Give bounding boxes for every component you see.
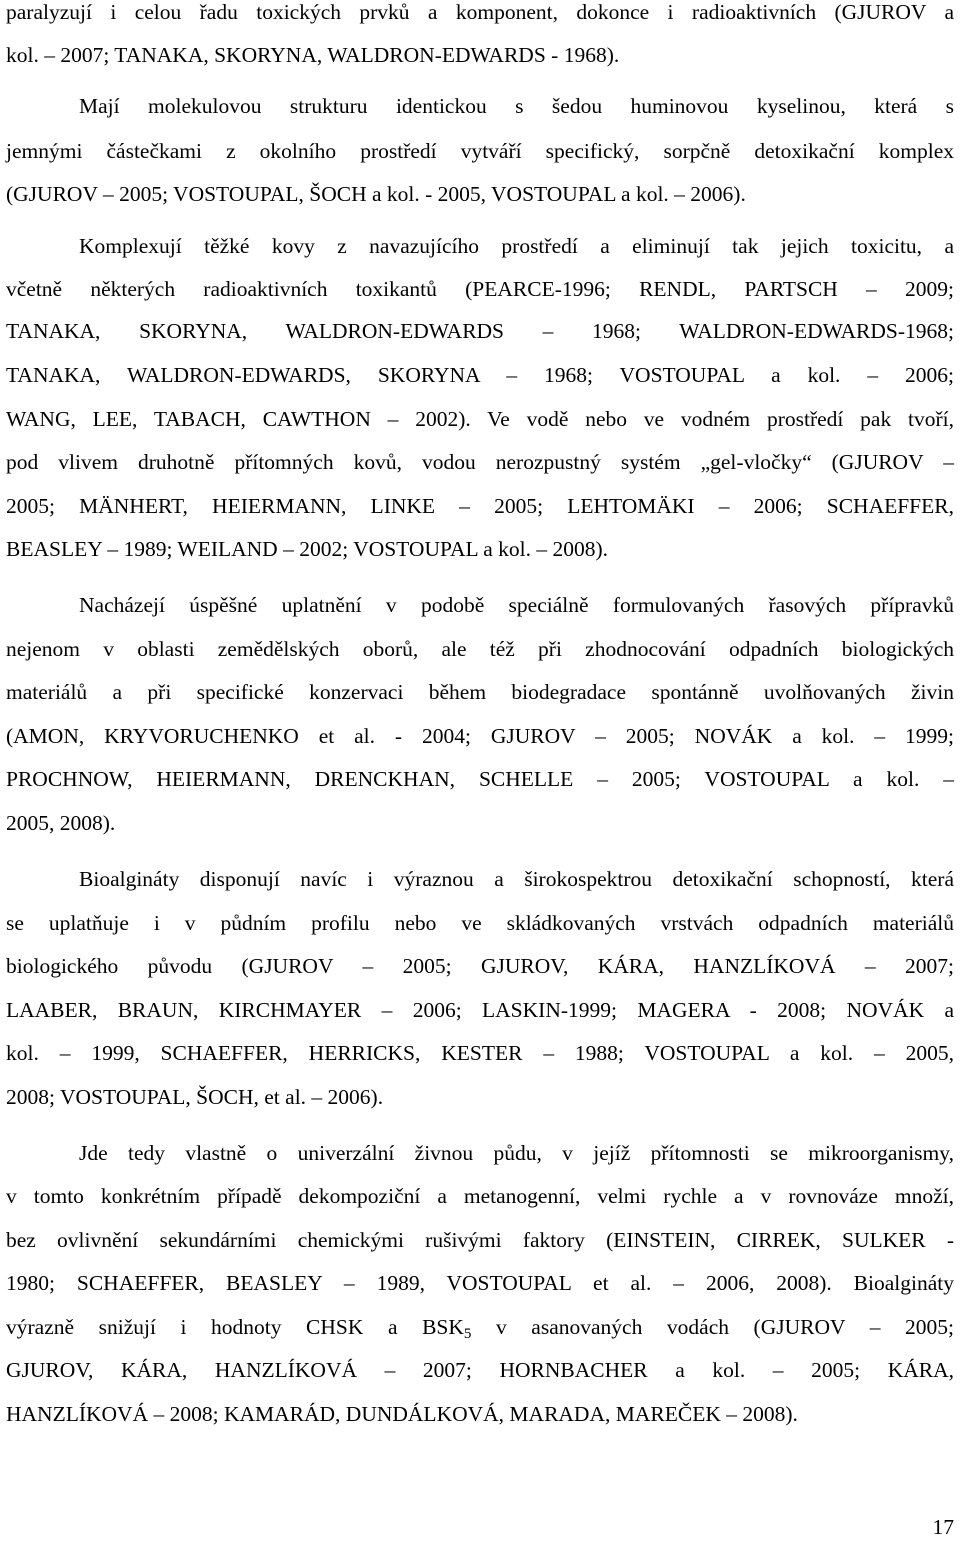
text-line: TANAKA, WALDRON-EDWARDS, SKORYNA – 1968; VOSTOUPAL a kol. – 2006;: [6, 363, 954, 387]
text-line: BEASLEY – 1989; WEILAND – 2002; VOSTOUPAL a kol. – 2008).: [6, 537, 608, 561]
text-line: WANG, LEE, TABACH, CAWTHON – 2002). Ve vodě nebo ve vodném prostředí pak tvoří,: [6, 407, 954, 431]
text-line: nejenom v oblasti zemědělských oborů, ale též při zhodnocování odpadních biologických: [6, 637, 954, 661]
text-segment: v asanovaných vodách (GJUROV – 2005;: [471, 1315, 954, 1339]
text-line: kol. – 1999, SCHAEFFER, HERRICKS, KESTER – 1988; VOSTOUPAL a kol. – 2005,: [6, 1041, 954, 1065]
text-line: biologického původu (GJUROV – 2005; GJUROV, KÁRA, HANZLÍKOVÁ – 2007;: [6, 954, 954, 978]
text-line: v tomto konkrétním případě dekompoziční a metanogenní, velmi rychle a v rovnováze množí,: [6, 1184, 954, 1208]
text-line: HANZLÍKOVÁ – 2008; KAMARÁD, DUNDÁLKOVÁ, MARADA, MAREČEK – 2008).: [6, 1402, 798, 1426]
text-line: se uplatňuje i v půdním profilu nebo ve skládkovaných vrstvách odpadních materiálů: [6, 911, 954, 935]
text-line: kol. – 2007; TANAKA, SKORYNA, WALDRON-EDWARDS - 1968).: [6, 43, 620, 67]
text-line: (GJUROV – 2005; VOSTOUPAL, ŠOCH a kol. - 2005, VOSTOUPAL a kol. – 2006).: [6, 182, 746, 206]
text-line: 2005; MÄNHERT, HEIERMANN, LINKE – 2005; LEHTOMÄKI – 2006; SCHAEFFER,: [6, 494, 954, 518]
text-line: Mají molekulovou strukturu identickou s šedou huminovou kyselinou, která s: [79, 94, 954, 118]
text-line: 2008; VOSTOUPAL, ŠOCH, et al. – 2006).: [6, 1085, 384, 1109]
text-line: TANAKA, SKORYNA, WALDRON-EDWARDS – 1968; WALDRON-EDWARDS-1968;: [6, 319, 954, 343]
text-line-bsk: [6, 1312, 954, 1342]
text-line: pod vlivem druhotně přítomných kovů, vodou nerozpustný systém „gel-vločky“ (GJUROV –: [6, 450, 954, 474]
text-line: bez ovlivnění sekundárními chemickými rušivými faktory (EINSTEIN, CIRREK, SULKER -: [6, 1228, 954, 1252]
text-line: PROCHNOW, HEIERMANN, DRENCKHAN, SCHELLE – 2005; VOSTOUPAL a kol. –: [6, 767, 954, 791]
page-number: 17: [932, 1515, 954, 1539]
text-line: Bioalgináty disponují navíc i výraznou a širokospektrou detoxikační schopností, která: [79, 867, 954, 891]
text-line: (AMON, KRYVORUCHENKO et al. - 2004; GJUROV – 2005; NOVÁK a kol. – 1999;: [6, 724, 954, 748]
text-line: LAABER, BRAUN, KIRCHMAYER – 2006; LASKIN-1999; MAGERA - 2008; NOVÁK a: [6, 998, 954, 1022]
text-line: Jde tedy vlastně o univerzální živnou půdu, v jejíž přítomnosti se mikroorganismy,: [79, 1141, 954, 1165]
text-line: materiálů a při specifické konzervaci během biodegradace spontánně uvolňovaných živin: [6, 680, 954, 704]
text-line: včetně některých radioaktivních toxikantů (PEARCE-1996; RENDL, PARTSCH – 2009;: [6, 277, 954, 301]
text-line: 1980; SCHAEFFER, BEASLEY – 1989, VOSTOUPAL et al. – 2006, 2008). Bioalgináty: [6, 1271, 954, 1295]
text-line: 2005, 2008).: [6, 811, 116, 835]
text-line: Komplexují těžké kovy z navazujícího prostředí a eliminují tak jejich toxicitu, a: [79, 234, 954, 258]
text-segment: výrazně snižují i hodnoty CHSK a BSK: [6, 1315, 464, 1339]
text-line: paralyzují i celou řadu toxických prvků a komponent, dokonce i radioaktivních (GJUROV a: [6, 0, 954, 24]
text-line: jemnými částečkami z okolního prostředí vytváří specifický, sorpčně detoxikační komplex: [6, 139, 954, 163]
subscript: 5: [463, 1325, 472, 1342]
text-line: Nacházejí úspěšné uplatnění v podobě speciálně formulovaných řasových přípravků: [79, 593, 954, 617]
text-line: GJUROV, KÁRA, HANZLÍKOVÁ – 2007; HORNBACHER a kol. – 2005; KÁRA,: [6, 1358, 954, 1382]
